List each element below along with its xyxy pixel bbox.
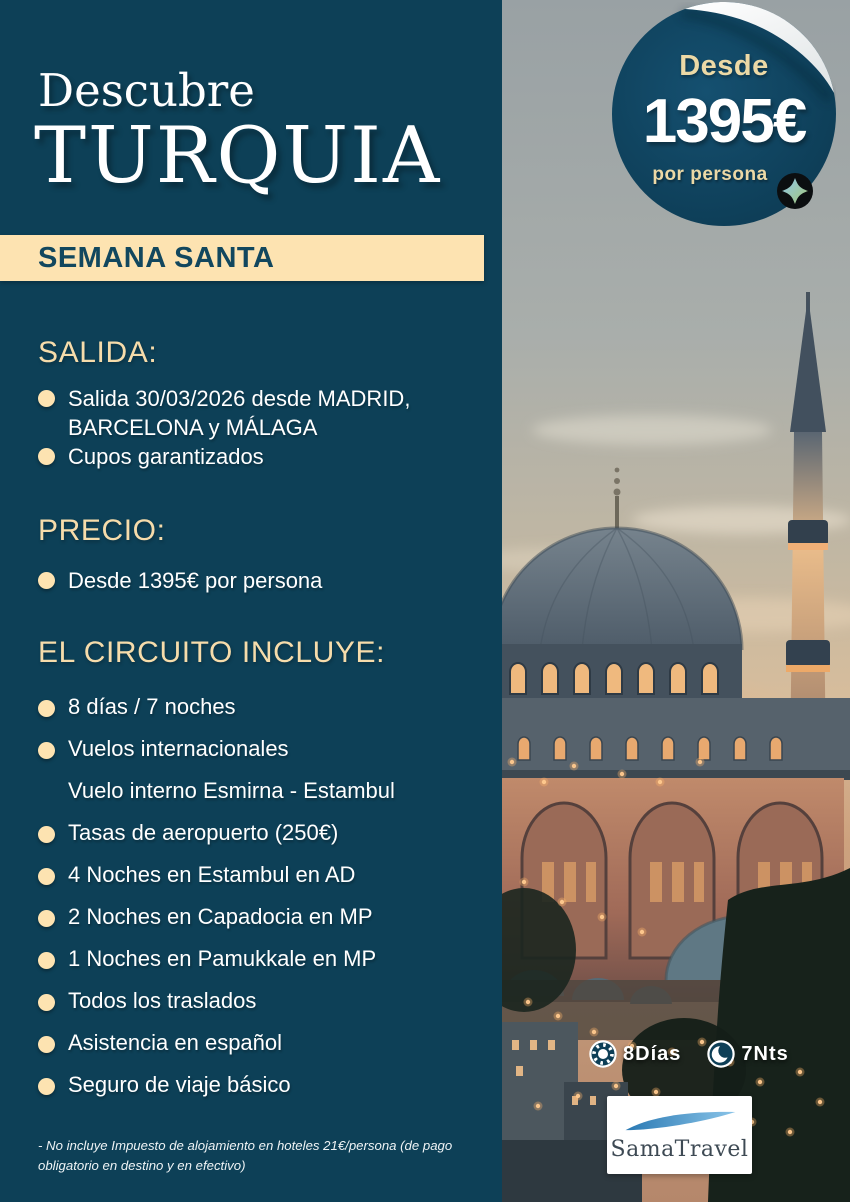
bullet-icon [38, 448, 55, 465]
moon-icon [707, 1040, 735, 1068]
bullet-icon [38, 910, 55, 927]
list-item [38, 946, 468, 972]
list-item [38, 1072, 468, 1098]
section-heading: SALIDA: [38, 336, 158, 369]
bullet-icon [38, 1078, 55, 1095]
section-heading: PRECIO: [38, 514, 166, 547]
section-list [38, 566, 468, 595]
list-item-text: Cupos garantizados [68, 444, 264, 469]
list-item-text: Salida 30/03/2026 desde MADRID, BARCELONA y MÁLAGA [68, 386, 411, 440]
list-item-text: 4 Noches en Estambul en AD [68, 862, 356, 887]
section-heading: EL CIRCUITO INCLUYE: [38, 636, 386, 669]
bullet-icon [38, 952, 55, 969]
section-precio [38, 514, 468, 595]
section-salida [38, 336, 468, 471]
section-list [38, 384, 468, 471]
list-item [38, 566, 468, 595]
agency-brand-name: SamaTravel [610, 1137, 749, 1162]
price-suffix: por persona [652, 164, 768, 185]
list-item-text: Todos los traslados [68, 988, 257, 1013]
kicker: Descubre [38, 64, 255, 117]
disclaimer-note: - No incluye Impuesto de alojamiento en hoteles 21€/persona (de pago obligatorio en destino y en efectivo) [38, 1138, 453, 1174]
days-label: 8Días [623, 1042, 682, 1065]
list-item-text: Tasas de aeropuerto (250€) [68, 820, 339, 845]
list-item-text: Vuelo interno Esmirna - Estambul [68, 778, 395, 803]
four-point-star-icon [776, 172, 814, 210]
list-item-text: Vuelos internacionales [68, 736, 289, 761]
list-item-text: 1 Noches en Pamukkale en MP [68, 946, 377, 971]
price-prefix: Desde [679, 50, 769, 82]
list-item-text: Desde 1395€ por persona [68, 568, 323, 593]
list-item [38, 820, 468, 846]
bullet-icon [38, 700, 55, 717]
sun-icon [589, 1040, 617, 1068]
list-item [38, 988, 468, 1014]
list-item [38, 442, 468, 471]
duration-row [589, 1040, 789, 1068]
list-item [38, 862, 468, 888]
banner-label: SEMANA SANTA [38, 241, 275, 274]
bullet-icon [38, 1036, 55, 1053]
bullet-icon [38, 742, 55, 759]
bullet-icon [38, 572, 55, 589]
section-circuito [38, 636, 468, 1114]
list-item [38, 736, 468, 762]
list-item [38, 904, 468, 930]
nights-label: 7Nts [741, 1042, 789, 1065]
list-item-text: Seguro de viaje básico [68, 1072, 291, 1097]
section-list [38, 694, 468, 1098]
bullet-icon [38, 826, 55, 843]
list-item-text: Asistencia en español [68, 1030, 283, 1055]
page-title: TURQUIA [34, 111, 442, 201]
list-item [38, 1030, 468, 1056]
list-item [38, 384, 468, 442]
price-badge [612, 2, 836, 226]
agency-logo-card [607, 1096, 752, 1174]
logo-swoosh-icon [621, 1108, 739, 1136]
bullet-icon [38, 994, 55, 1011]
price-amount: 1395€ [642, 87, 806, 156]
bullet-icon [38, 868, 55, 885]
bullet-icon [38, 390, 55, 407]
banner [0, 235, 484, 281]
list-item-text: 2 Noches en Capadocia en MP [68, 904, 373, 929]
list-item [38, 694, 468, 720]
list-item-text: 8 días / 7 noches [68, 694, 236, 719]
list-item [38, 778, 468, 804]
